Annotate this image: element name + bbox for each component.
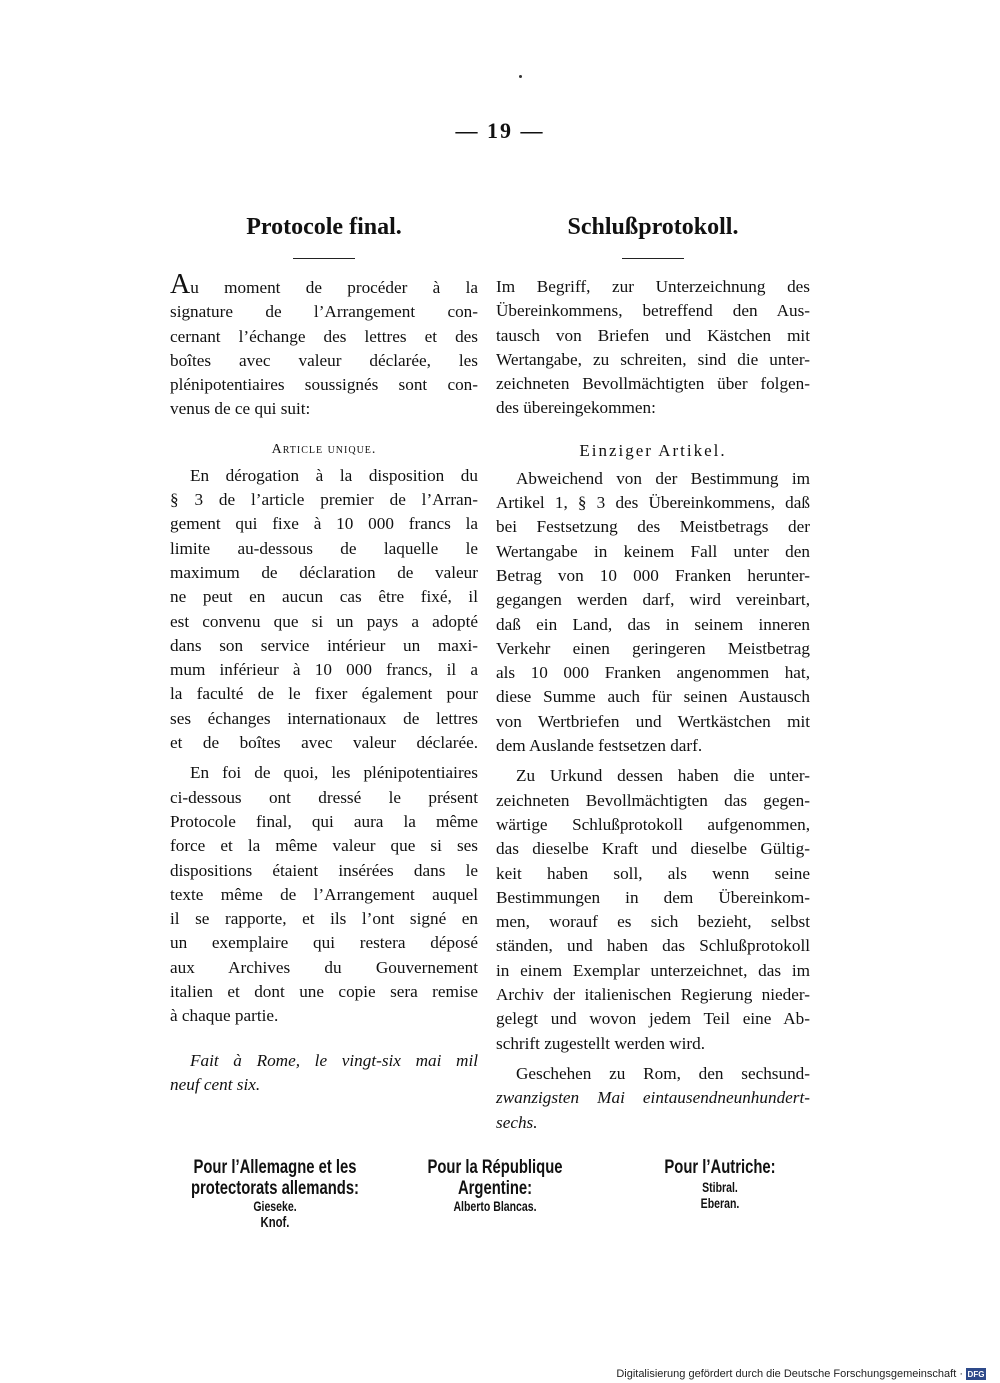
signatory-name: Gieseke. bbox=[253, 1199, 297, 1214]
french-article-paragraph bbox=[170, 464, 478, 756]
para-line: gement qui fixe à 10 000 francs la bbox=[170, 514, 478, 534]
para-line: Betrag von 10 000 Franken herunter- bbox=[496, 565, 810, 585]
intro-line: cernant l’échange des lettres et des bbox=[170, 326, 478, 346]
intro-line: Wertangabe, zu schreiten, sind die unter- bbox=[496, 349, 810, 369]
para-line: gelegt und wovon jedem Teil eine Ab- bbox=[496, 1009, 810, 1029]
para-line: et de boîtes avec valeur déclarée. bbox=[170, 733, 478, 753]
para-line: Zu Urkund dessen haben die unter- bbox=[516, 766, 810, 786]
intro-line: tausch von Briefen und Kästchen mit bbox=[496, 325, 810, 345]
german-article-title: Einziger Artikel. bbox=[579, 440, 727, 460]
intro-line: Im Begriff, zur Unterzeichnung des bbox=[496, 277, 810, 296]
signature-austria bbox=[600, 1157, 840, 1212]
para-line: das dieselbe Kraft und dieselbe Gültig- bbox=[496, 839, 810, 859]
para-line: texte même de l’Arrangement auquel bbox=[170, 884, 478, 904]
geschehen-line: sechs. bbox=[496, 1112, 538, 1132]
para-line: § 3 de l’article premier de l’Arran- bbox=[170, 490, 478, 510]
german-intro bbox=[496, 275, 810, 421]
intro-line: u moment de procéder à la bbox=[190, 278, 478, 297]
german-closing-paragraph bbox=[496, 764, 810, 1056]
para-line: aux Archives du Gouvernement bbox=[170, 957, 478, 977]
para-line: dem Auslande festsetzen darf. bbox=[496, 736, 703, 756]
para-line: zeichneten Bevollmächtigten das gegen- bbox=[496, 790, 810, 810]
footer-text: Digitalisierung gefördert durch die Deutsche Forschungsgemeinschaft · bbox=[616, 1368, 963, 1380]
german-geschehen bbox=[496, 1062, 810, 1135]
para-line: ses échanges internationaux de lettres bbox=[170, 708, 478, 728]
para-line: Wertangabe in keinem Fall unter den bbox=[496, 541, 810, 561]
signatory-name: Stibral. bbox=[702, 1180, 738, 1195]
para-line: est convenu que si un pays a adopté bbox=[170, 611, 478, 631]
title-rule bbox=[622, 258, 684, 259]
para-line: keit haben soll, als wenn seine bbox=[496, 863, 810, 883]
para-line: ständen, und haben das Schlußprotokoll bbox=[496, 936, 810, 956]
para-line: men, worauf es sich bezieht, selbst bbox=[496, 912, 810, 932]
para-line: bei Festsetzung des Meistbetrags der bbox=[496, 517, 810, 537]
signature-heading: Pour l’Autriche: bbox=[664, 1157, 776, 1178]
french-title: Protocole final. bbox=[246, 214, 402, 240]
para-line: à chaque partie. bbox=[170, 1006, 279, 1026]
geschehen-line: Geschehen zu Rom, den sechsund- bbox=[516, 1063, 810, 1083]
para-line: diese Summe auch für seinen Austausch bbox=[496, 687, 810, 707]
geschehen-line: zwanzigsten Mai eintausendneunhundert- bbox=[496, 1088, 810, 1108]
french-fait bbox=[170, 1049, 478, 1098]
printer-dot bbox=[519, 75, 522, 78]
title-rule bbox=[293, 258, 355, 259]
german-title: Schlußprotokoll. bbox=[567, 214, 739, 240]
intro-line: signature de l’Arrangement con- bbox=[170, 302, 478, 322]
para-line: daß ein Land, das in seinem inneren bbox=[496, 614, 810, 634]
para-line: ne peut en aucun cas être fixé, il bbox=[170, 587, 478, 607]
fait-line: neuf cent six. bbox=[170, 1074, 261, 1094]
para-line: maximum de déclaration de valeur bbox=[170, 562, 478, 582]
para-line: Archiv der italienischen Regierung nieder- bbox=[496, 985, 810, 1005]
para-line: la faculté de le fixer également pour bbox=[170, 684, 478, 704]
digitization-footer bbox=[616, 1368, 986, 1380]
para-line: dispositions étaient insérées dans le bbox=[170, 860, 478, 880]
para-line: limite au-dessous de laquelle le bbox=[170, 538, 478, 558]
para-line: mum inférieur à 10 000 francs, il a bbox=[170, 660, 478, 680]
signatory-name: Alberto Blancas. bbox=[453, 1199, 537, 1214]
intro-line: des übereingekommen: bbox=[496, 398, 656, 418]
intro-line: venus de ce qui suit: bbox=[170, 399, 311, 419]
para-line: dans son service intérieur un maxi- bbox=[170, 635, 478, 655]
drop-cap: A bbox=[170, 269, 191, 300]
para-line: En foi de quoi, les plénipotentiaires bbox=[190, 763, 478, 783]
para-line: il se rapporte, et ils l’ont signé en bbox=[170, 909, 478, 929]
signature-germany bbox=[150, 1157, 400, 1231]
para-line: Artikel 1, § 3 des Übereinkommens, daß bbox=[496, 493, 810, 513]
para-line: italien et dont une copie sera remise bbox=[170, 982, 478, 1002]
signature-argentina bbox=[380, 1157, 610, 1215]
fait-line: Fait à Rome, le vingt-six mai mil bbox=[190, 1050, 478, 1070]
signatory-name: Eberan. bbox=[700, 1196, 740, 1211]
para-line: als 10 000 Franken angenommen hat, bbox=[496, 663, 810, 683]
para-line: En dérogation à la disposition du bbox=[190, 465, 478, 485]
french-intro bbox=[170, 269, 478, 422]
para-line: gegangen werden darf, wird vereinbart, bbox=[496, 590, 810, 610]
german-column bbox=[496, 210, 810, 1135]
para-line: force et la même valeur que si ses bbox=[170, 836, 478, 856]
para-line: von Wertbriefen und Wertkästchen mit bbox=[496, 711, 810, 731]
french-closing-paragraph bbox=[170, 761, 478, 1028]
intro-line: boîtes avec valeur déclarée, les bbox=[170, 350, 478, 370]
page-number: — 19 — bbox=[455, 118, 545, 143]
french-article-title: Article unique. bbox=[271, 441, 377, 457]
intro-line: zeichneten Bevollmächtigten über folgen- bbox=[496, 374, 810, 394]
signature-heading: Pour la République bbox=[427, 1157, 563, 1178]
para-line: in einem Exemplar unterzeichnet, das im bbox=[496, 960, 810, 980]
intro-line: Übereinkommens, betreffend den Aus- bbox=[496, 301, 810, 321]
para-line: Protocole final, qui aura la même bbox=[170, 811, 478, 831]
para-line: schrift zugestellt werden wird. bbox=[496, 1033, 706, 1053]
signature-heading: Argentine: bbox=[457, 1178, 533, 1199]
para-line: Bestimmungen in dem Übereinkom- bbox=[496, 887, 810, 907]
signatory-name: Knof. bbox=[260, 1215, 290, 1231]
para-line: un exemplaire qui restera déposé bbox=[170, 933, 478, 953]
signature-heading: protectorats allemands: bbox=[190, 1178, 360, 1199]
french-column bbox=[170, 210, 478, 1097]
dfg-logo-icon: DFG bbox=[967, 1369, 985, 1379]
para-line: wärtige Schlußprotokoll aufgenommen, bbox=[496, 814, 810, 834]
para-line: Verkehr einen geringeren Meistbetrag bbox=[496, 638, 810, 658]
para-line: Abweichend von der Bestimmung im bbox=[516, 468, 810, 488]
german-article-paragraph bbox=[496, 467, 810, 759]
para-line: ci-dessous ont dressé le présent bbox=[170, 787, 478, 807]
signature-heading: Pour l’Allemagne et les bbox=[193, 1157, 357, 1178]
intro-line: plénipotentiaires soussignés sont con- bbox=[170, 375, 478, 395]
